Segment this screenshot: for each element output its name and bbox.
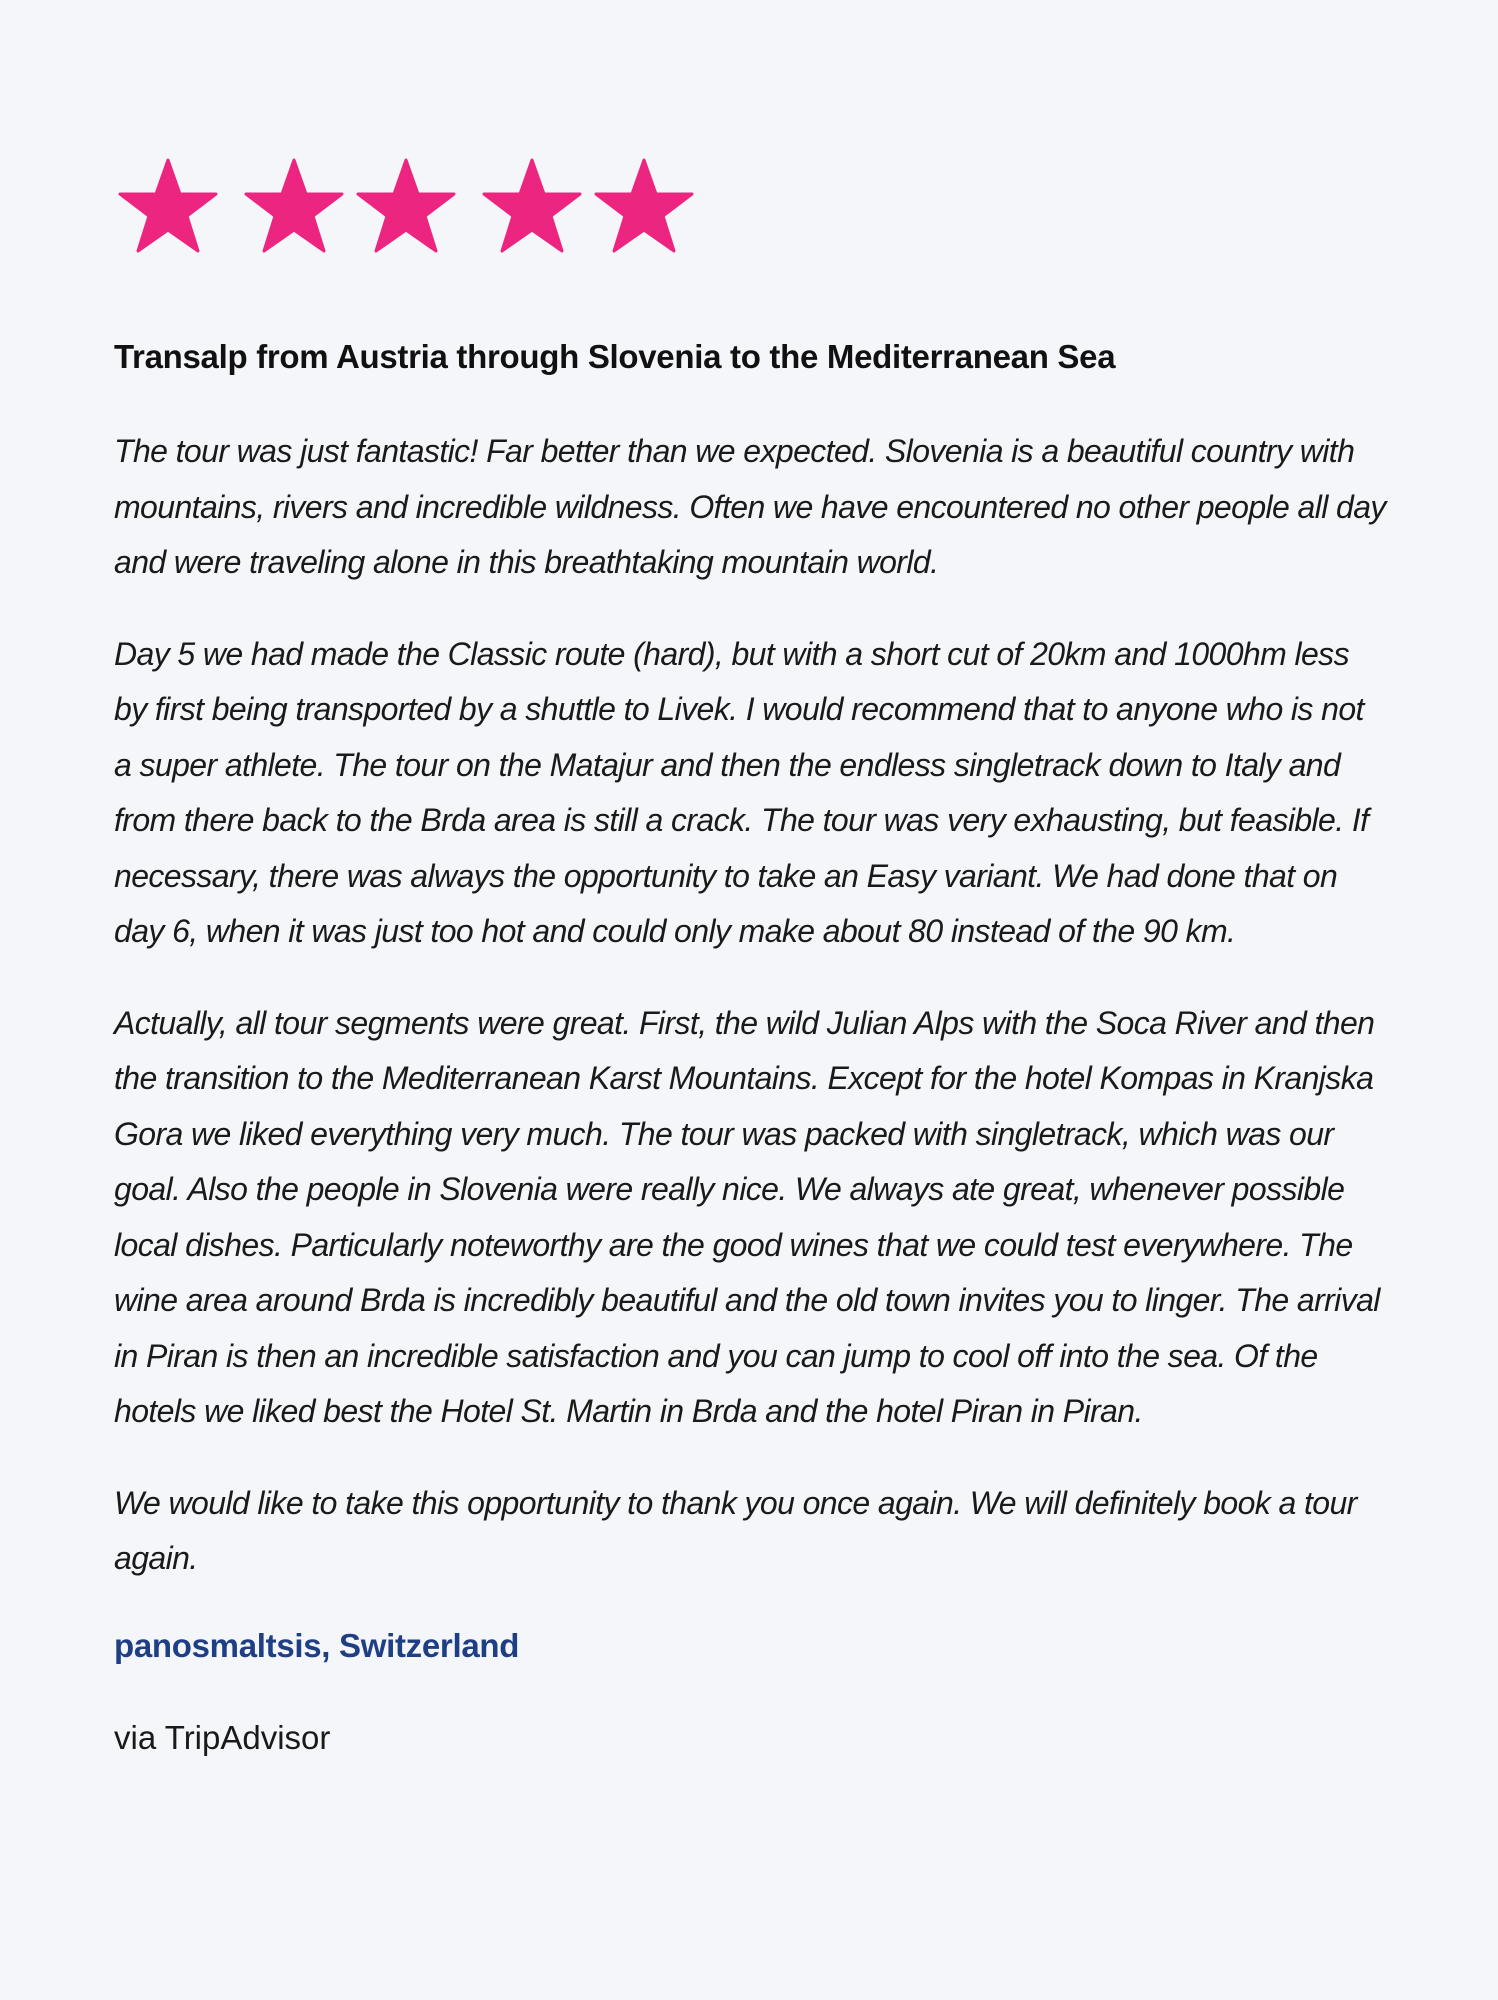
star-icon — [356, 158, 456, 254]
star-icon — [244, 158, 344, 254]
review-source: via TripAdvisor — [114, 1718, 331, 1756]
review-body — [114, 424, 1389, 1587]
review-paragraph: Day 5 we had made the Classic route (hard), but with a short cut of 20km and 1000hm less by first being transported by a shuttle to Livek. I would recommend that to anyone who is not a super athlete. The tour on the Matajur and then the endless singletrack down to Italy and from there back to the Brda area is still a crack. The tour was very exhausting, but feasible. If necessary, there was always the opportunity to take an Easy variant. We had done that on day 6, when it was just too hot and could only make about 80 instead of the 90 km. — [114, 635, 1369, 949]
review-paragraph: The tour was just fantastic! Far better than we expected. Slovenia is a beautiful country with mountains, rivers and incredible wildness. Often we have encountered no other people all day and were traveling alone in this breathtaking mountain world. — [114, 433, 1386, 580]
star-icon — [118, 158, 218, 254]
review-title: Transalp from Austria through Slovenia to the Mediterranean Sea — [114, 338, 1116, 375]
review-paragraph: Actually, all tour segments were great. First, the wild Julian Alps with the Soca River and then the transition to the Mediterranean Karst Mountains. Except for the hotel Kompas in Kranjska Gora we liked everything very much. The tour was packed with singletrack, which was our goal. Also the people in Slovenia were really nice. We always ate great, whenever possible local dishes. Particularly noteworthy are the good wines that we could test everywhere. The wine area around Brda is incredibly beautiful and the old town invites you to linger. The arrival in Piran is then an incredible satisfaction and you can jump to cool off into the sea. Of the hotels we liked best the Hotel St. Martin in Brda and the hotel Piran in Piran. — [114, 1004, 1380, 1429]
star-rating — [118, 156, 1398, 256]
star-icon — [482, 158, 582, 254]
review-paragraph: We would like to take this opportunity to thank you once again. We will definitely book a tour again. — [114, 1484, 1357, 1576]
reviewer-name[interactable]: panosmaltsis, Switzerland — [114, 1626, 520, 1664]
star-icon — [594, 158, 694, 254]
